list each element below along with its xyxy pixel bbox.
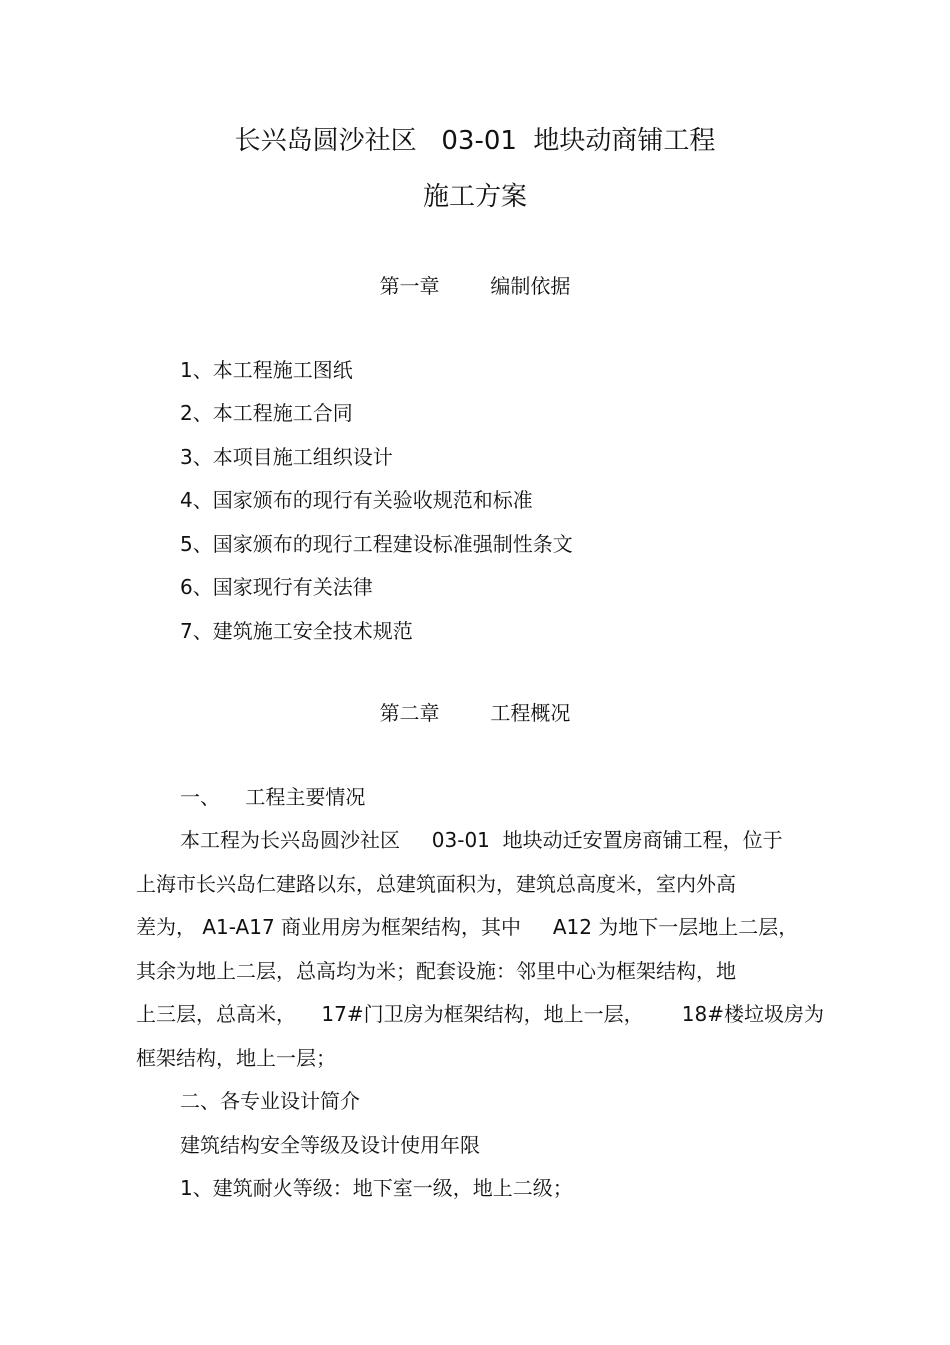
basis-item-2: 2、本工程施工合同 bbox=[180, 401, 353, 425]
subsection-heading: 建筑结构安全等级及设计使用年限 bbox=[180, 1133, 480, 1157]
section1-heading: 一、 工程主要情况 bbox=[180, 785, 366, 809]
basis-item-3: 3、本项目施工组织设计 bbox=[180, 445, 393, 469]
overview-line-3: 差为， A1-A17 商业用房为框架结构，其中 A12 为地下一层地上二层， bbox=[136, 915, 799, 939]
chapter1-heading: 第一章 编制依据 bbox=[379, 274, 571, 298]
overview-line-5: 上三层，总高米， 17#门卫房为框架结构，地上一层， 18#楼垃圾房为 bbox=[136, 1002, 824, 1026]
chapter2-heading: 第二章 工程概况 bbox=[379, 701, 571, 725]
basis-item-6: 6、国家现行有关法律 bbox=[180, 575, 373, 599]
document-title: 长兴岛圆沙社区 03-01 地块动商铺工程 bbox=[234, 126, 716, 156]
basis-item-7: 7、建筑施工安全技术规范 bbox=[180, 619, 413, 643]
fire-rating-item: 1、建筑耐火等级：地下室一级，地上二级； bbox=[180, 1176, 573, 1200]
overview-line-2: 上海市长兴岛仁建路以东，总建筑面积为，建筑总高度米，室内外高 bbox=[136, 872, 736, 896]
overview-line-1: 本工程为长兴岛圆沙社区 03-01 地块动迁安置房商铺工程，位于 bbox=[180, 828, 783, 852]
basis-item-4: 4、国家颁布的现行有关验收规范和标准 bbox=[180, 488, 533, 512]
overview-line-6: 框架结构，地上一层； bbox=[136, 1046, 336, 1070]
overview-line-4: 其余为地上二层，总高均为米；配套设施：邻里中心为框架结构，地 bbox=[136, 959, 736, 983]
basis-item-5: 5、国家颁布的现行工程建设标准强制性条文 bbox=[180, 532, 573, 556]
document-subtitle: 施工方案 bbox=[422, 182, 527, 212]
section2-heading: 二、各专业设计简介 bbox=[180, 1089, 360, 1113]
basis-item-1: 1、本工程施工图纸 bbox=[180, 358, 353, 382]
